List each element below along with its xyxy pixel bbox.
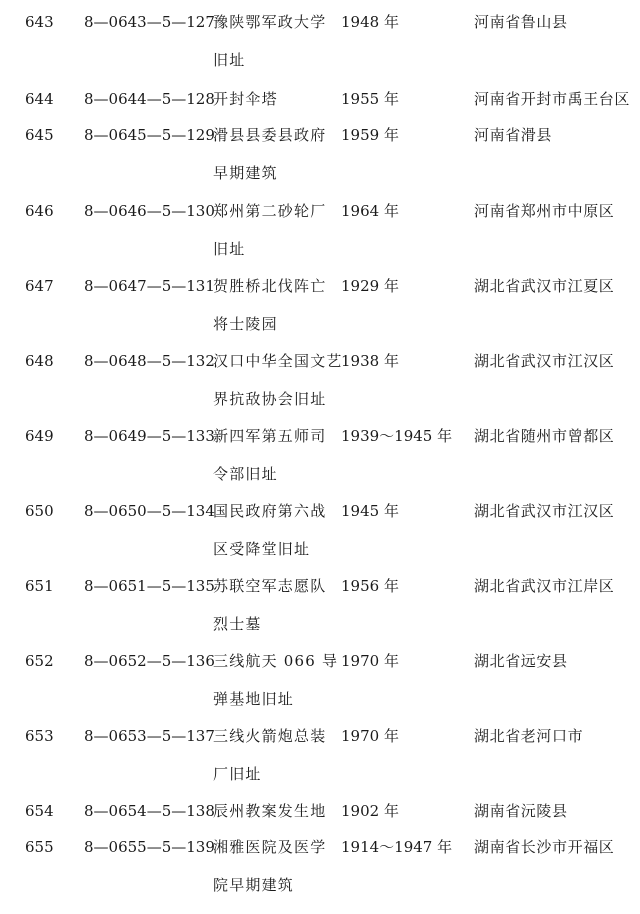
row-name — [213, 502, 335, 578]
row-code: 8—0651—5—135 — [84, 577, 215, 595]
row-name-line: 苏联空军志愿队 — [213, 577, 327, 595]
row-code: 8—0655—5—139 — [84, 838, 215, 856]
row-number: 643 — [25, 13, 54, 31]
row-location: 湖北省武汉市江汉区 — [474, 352, 615, 370]
row-name-line: 贺胜桥北伐阵亡 — [213, 277, 327, 295]
row-location: 湖南省沅陵县 — [474, 802, 568, 820]
row-location: 湖北省武汉市江岸区 — [474, 577, 615, 595]
row-era: 1945 年 — [341, 502, 399, 520]
row-number: 653 — [25, 727, 54, 745]
row-number: 646 — [25, 202, 54, 220]
row-era: 1955 年 — [341, 90, 399, 108]
row-name-line: 旧址 — [213, 51, 246, 69]
row-number: 651 — [25, 577, 54, 595]
row-location: 湖北省武汉市江汉区 — [474, 502, 615, 520]
row-name-line: 湘雅医院及医学 — [213, 838, 327, 856]
row-era: 1938 年 — [341, 352, 399, 370]
row-name-line: 新四军第五师司 — [213, 427, 327, 445]
row-era: 1956 年 — [341, 577, 399, 595]
row-location: 湖北省武汉市江夏区 — [474, 277, 615, 295]
row-name-line: 旧址 — [213, 240, 246, 258]
row-name — [213, 90, 335, 128]
row-number: 652 — [25, 652, 54, 670]
row-number: 650 — [25, 502, 54, 520]
row-era: 1902 年 — [341, 802, 399, 820]
row-era: 1929 年 — [341, 277, 399, 295]
row-name-line: 区受降堂旧址 — [213, 540, 311, 558]
row-era: 1948 年 — [341, 13, 399, 31]
row-location: 河南省郑州市中原区 — [474, 202, 615, 220]
row-name-line: 三线航天 066 导 — [213, 652, 339, 670]
row-name-line: 将士陵园 — [213, 315, 278, 333]
row-name-line: 界抗敌协会旧址 — [213, 390, 327, 408]
row-name-line: 早期建筑 — [213, 164, 278, 182]
row-number: 648 — [25, 352, 54, 370]
row-location: 湖南省长沙市开福区 — [474, 838, 615, 856]
row-name-line: 豫陕鄂军政大学 — [213, 13, 327, 31]
row-code: 8—0650—5—134 — [84, 502, 215, 520]
row-name-line: 汉口中华全国文艺 — [213, 352, 343, 370]
row-location: 河南省鲁山县 — [474, 13, 568, 31]
row-number: 654 — [25, 802, 54, 820]
row-name-line: 开封伞塔 — [213, 90, 278, 108]
row-era: 1959 年 — [341, 126, 399, 144]
row-name-line: 弹基地旧址 — [213, 690, 295, 708]
row-name — [213, 202, 335, 278]
row-era: 1970 年 — [341, 727, 399, 745]
row-name — [213, 727, 335, 803]
row-name-line: 辰州教案发生地 — [213, 802, 327, 820]
row-code: 8—0643—5—127 — [84, 13, 215, 31]
row-name — [213, 838, 335, 914]
row-code: 8—0646—5—130 — [84, 202, 215, 220]
row-code: 8—0644—5—128 — [84, 90, 215, 108]
row-location: 湖北省随州市曾都区 — [474, 427, 615, 445]
row-location: 河南省开封市禹王台区 — [474, 90, 631, 108]
row-name — [213, 652, 339, 728]
row-era: 1970 年 — [341, 652, 399, 670]
row-name-line: 令部旧址 — [213, 465, 278, 483]
row-code: 8—0652—5—136 — [84, 652, 215, 670]
row-era: 1939～1945 年 — [341, 427, 453, 445]
row-number: 649 — [25, 427, 54, 445]
row-name-line: 三线火箭炮总装 — [213, 727, 327, 745]
row-code: 8—0653—5—137 — [84, 727, 215, 745]
row-name — [213, 13, 335, 89]
row-number: 644 — [25, 90, 54, 108]
row-name — [213, 802, 335, 840]
row-number: 647 — [25, 277, 54, 295]
row-code: 8—0648—5—132 — [84, 352, 215, 370]
row-name — [213, 352, 343, 428]
row-name — [213, 126, 335, 202]
row-location: 河南省滑县 — [474, 126, 553, 144]
row-era: 1914～1947 年 — [341, 838, 453, 856]
row-name-line: 滑县县委县政府 — [213, 126, 327, 144]
row-era: 1964 年 — [341, 202, 399, 220]
row-name-line: 院早期建筑 — [213, 876, 295, 894]
row-code: 8—0654—5—138 — [84, 802, 215, 820]
row-location: 湖北省老河口市 — [474, 727, 584, 745]
row-code: 8—0647—5—131 — [84, 277, 215, 295]
row-name — [213, 577, 335, 653]
row-number: 645 — [25, 126, 54, 144]
row-location: 湖北省远安县 — [474, 652, 568, 670]
row-name — [213, 277, 335, 353]
row-name-line: 厂旧址 — [213, 765, 262, 783]
row-name-line: 郑州第二砂轮厂 — [213, 202, 327, 220]
row-name — [213, 427, 335, 503]
row-code: 8—0649—5—133 — [84, 427, 215, 445]
row-number: 655 — [25, 838, 54, 856]
row-code: 8—0645—5—129 — [84, 126, 215, 144]
row-name-line: 国民政府第六战 — [213, 502, 327, 520]
row-name-line: 烈士墓 — [213, 615, 262, 633]
